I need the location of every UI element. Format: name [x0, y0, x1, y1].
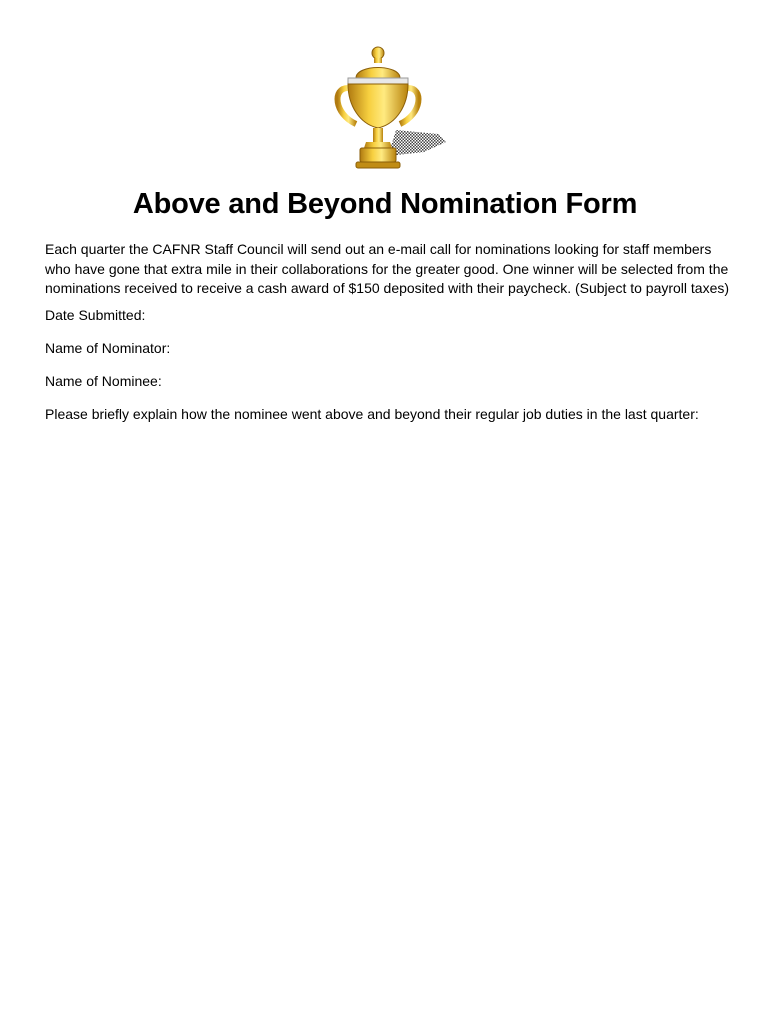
nominator-label: Name of Nominator: [45, 340, 171, 356]
intro-line: Each quarter the CAFNR Staff Council will send out an e-mail call for nominations looking for staff members [45, 241, 712, 257]
intro-line: nominations received to receive a cash award of $150 deposited with their paycheck. (Subject to payroll taxes) [45, 280, 730, 296]
trophy-icon [326, 44, 450, 174]
explanation-prompt: Please briefly explain how the nominee went above and beyond their regular job duties in the last quarter: [45, 406, 699, 422]
date-submitted-label: Date Submitted: [45, 307, 146, 323]
nominee-label: Name of Nominee: [45, 373, 162, 389]
intro-paragraph [45, 240, 735, 299]
form-title: Above and Beyond Nomination Form [132, 188, 638, 220]
intro-line: who have gone that extra mile in their collaborations for the greater good. One winner will be selected from the [45, 260, 729, 277]
trophy-shadow [388, 130, 446, 156]
